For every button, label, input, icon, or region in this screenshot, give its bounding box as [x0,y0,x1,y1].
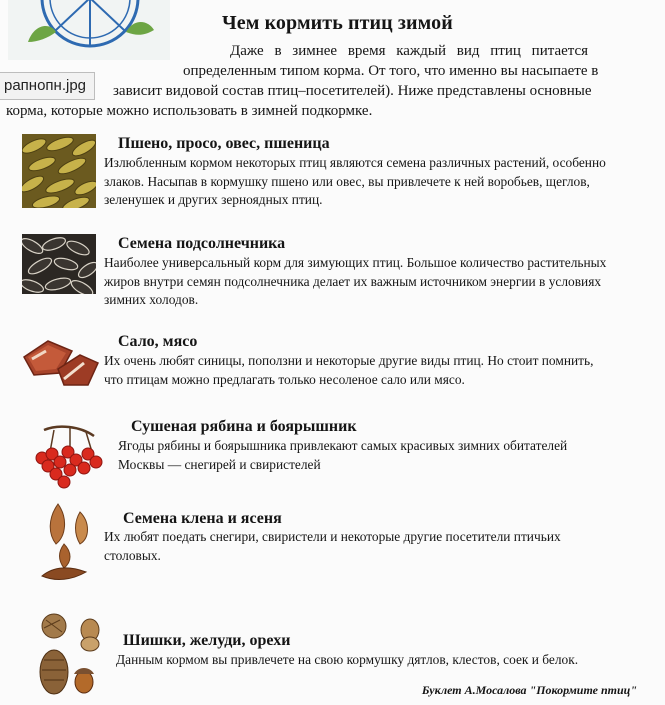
section-text-meat [104,352,656,389]
file-name-tooltip: рапнопн.jpg [0,72,95,100]
text-line: Их любят поедать снегири, свиристели и некоторые другие посетители птичьих [104,529,561,544]
text-line: зимних холодов. [104,292,199,308]
text-line: злаков. Насыпав в кормушку пшено или овес, вы привлечете к ней воробьев, щеглов, [104,173,590,189]
text-line: Наиболее универсальный корм для зимующих птиц. Большое количество растительных [104,255,607,270]
intro-line-3: зависит видовой состав птиц–посетителей). Ниже представлены основные [113,83,592,99]
text-line: Излюбленным кормом некоторых птиц являются семена различных растений, особенно [104,155,606,170]
section-text-maple [104,528,656,565]
intro-line-2: определенным типом корма. От того, что именно вы насыпаете в [183,63,599,79]
rowan-berries-icon [30,424,108,490]
cones-acorns-icon [36,610,106,696]
text-line: столовых. [104,547,161,563]
section-title-grain: Пшено, просо, овес, пшеница [118,135,330,152]
page-title: Чем кормить птиц зимой [222,12,453,34]
logo-wheel-icon [8,0,170,60]
section-title-maple: Семена клена и ясеня [123,510,282,527]
meat-icon [18,333,102,391]
text-line: Данным кормом вы привлечете на свою кормушку дятлов, клестов, соек и белок. [116,652,579,667]
intro-line-1: Даже в зимнее время каждый вид птиц питается [230,43,589,59]
text-line: Москвы — снегирей и свиристелей [118,456,321,472]
grain-icon [22,134,96,208]
text-line: что птицам можно предлагать только несоленое сало или мясо. [104,371,465,387]
intro-line-4: корма, которые можно использовать в зимней подкормке. [6,103,373,119]
section-text-sunflower [104,254,656,310]
text-line: Их очень любят синицы, поползни и некоторые другие виды птиц. Но стоит помнить, [104,353,594,368]
text-line: Ягоды рябины и боярышника привлекают самых красивых зимних обитателей [118,438,568,453]
section-text-rowan [118,437,656,474]
text-line: жиров внутри семян подсолнечника делает их важным источником энергии в условиях [104,273,602,289]
section-title-cones: Шишки, желуди, орехи [123,632,291,649]
text-line: зеленушек и других зерноядных птиц. [104,192,323,208]
section-text-grain [104,154,656,210]
section-title-sunflower: Семена подсолнечника [118,235,286,252]
section-title-rowan: Сушеная рябина и боярышник [131,418,357,435]
maple-seeds-icon [36,500,100,586]
section-title-meat: Сало, мясо [118,333,198,350]
section-text-cones [116,651,656,670]
sunflower-seeds-icon [22,234,96,294]
footer-credit: Буклет А.Мосалова "Покормите птиц" [421,683,637,697]
